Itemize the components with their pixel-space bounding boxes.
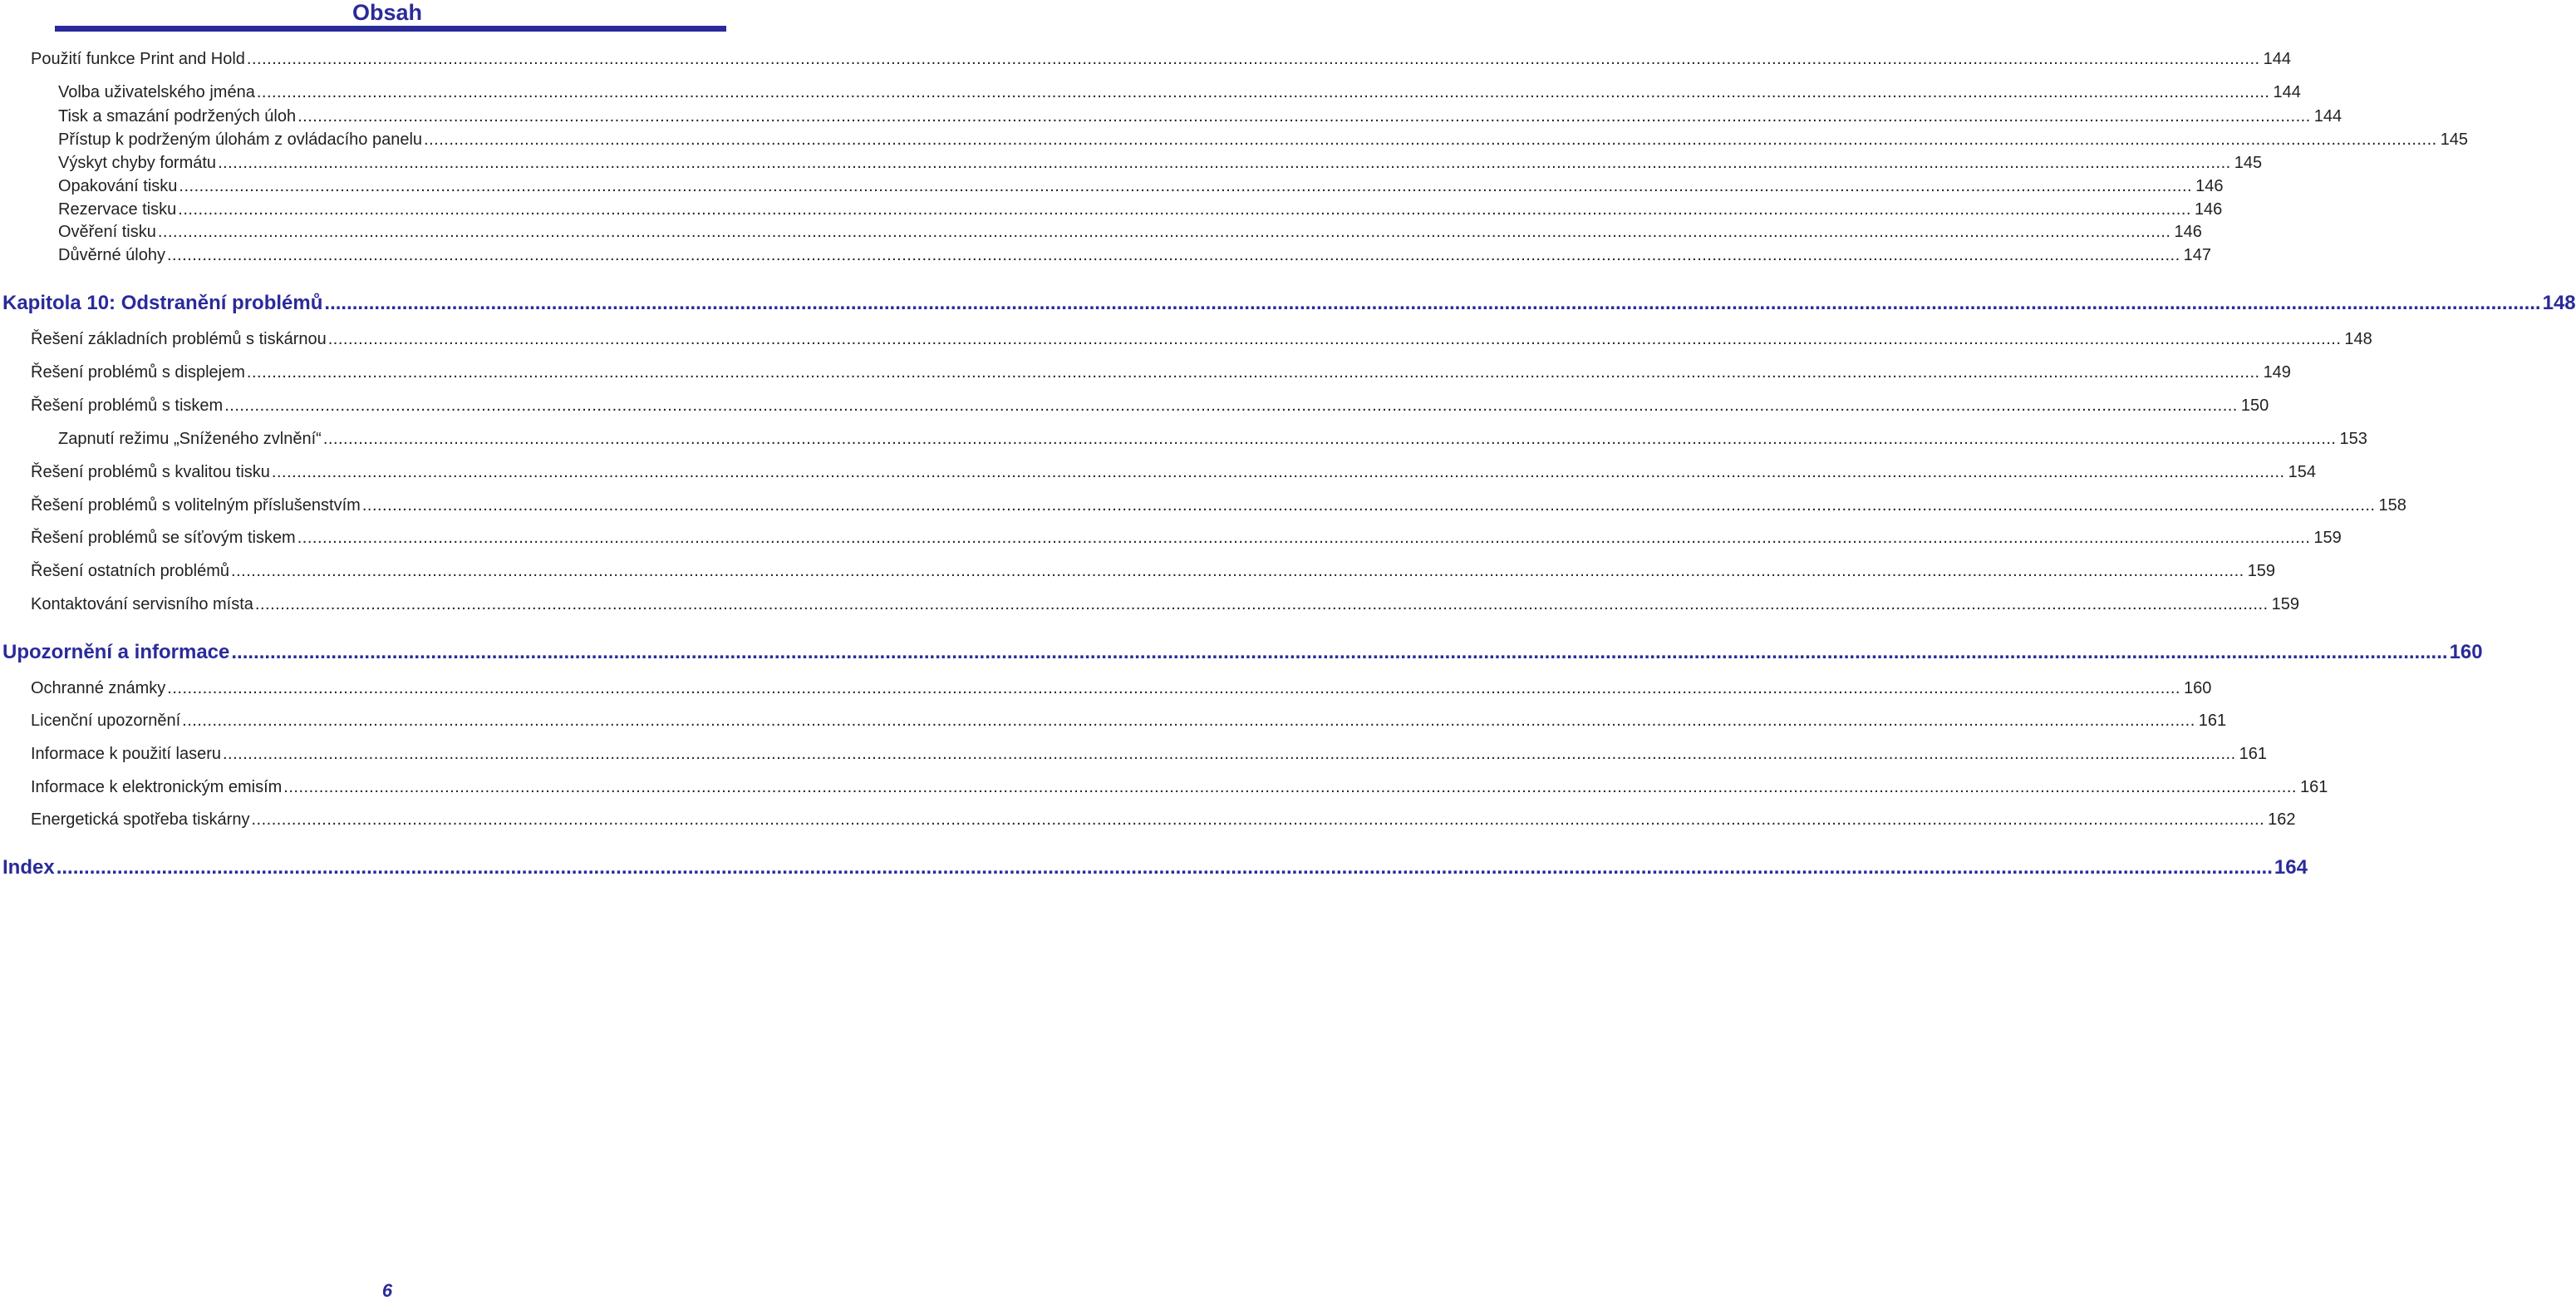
toc-dot-leader: ................................................................................................................................................................................................................................................................................................................................................................................................................ xyxy=(256,83,2270,101)
toc-dot-leader: ................................................................................................................................................................................................................................................................................................................................................................................................................ xyxy=(231,641,2448,663)
toc-entry-page: 148 xyxy=(2542,292,2576,314)
toc-dot-leader: ................................................................................................................................................................................................................................................................................................................................................................................................................ xyxy=(324,292,2541,314)
toc-entry-page: 145 xyxy=(2234,154,2263,172)
toc-entry-page: 144 xyxy=(2263,50,2291,68)
toc-entry-label: Rezervace tisku xyxy=(58,200,177,219)
toc-dot-leader: ................................................................................................................................................................................................................................................................................................................................................................................................................ xyxy=(166,246,2180,264)
toc-entry[interactable] xyxy=(31,329,2372,349)
toc-dot-leader: ................................................................................................................................................................................................................................................................................................................................................................................................................ xyxy=(246,363,2260,382)
toc-entry-page: 147 xyxy=(2183,246,2211,264)
toc-entry[interactable] xyxy=(58,106,2342,126)
toc-entry[interactable] xyxy=(31,561,2276,581)
toc-chapter-entry[interactable] xyxy=(2,641,2483,664)
toc-chapter-entry[interactable] xyxy=(2,292,2576,315)
toc-entry[interactable] xyxy=(58,429,2367,449)
toc-entry[interactable] xyxy=(31,396,2269,416)
toc-entry-page: 146 xyxy=(2174,223,2202,241)
toc-dot-leader: ................................................................................................................................................................................................................................................................................................................................................................................................................ xyxy=(251,810,2265,829)
toc-dot-leader: ................................................................................................................................................................................................................................................................................................................................................................................................................ xyxy=(178,200,2191,219)
toc-entry-label: Řešení problémů s kvalitou tisku xyxy=(31,463,270,481)
toc-dot-leader: ................................................................................................................................................................................................................................................................................................................................................................................................................ xyxy=(223,745,2236,763)
toc-entry-page: 161 xyxy=(2299,778,2328,796)
toc-entry-label: Volba uživatelského jména xyxy=(58,83,255,101)
toc-chapter-entry[interactable] xyxy=(2,856,2308,879)
toc-entry[interactable] xyxy=(31,528,2342,548)
toc-entry-page: 161 xyxy=(2239,745,2268,763)
toc-entry-label: Řešení základních problémů s tiskárnou xyxy=(31,330,327,348)
toc-entry-label: Opakování tisku xyxy=(58,177,178,195)
toc-entry-label: Důvěrné úlohy xyxy=(58,246,165,264)
toc-dot-leader: ................................................................................................................................................................................................................................................................................................................................................................................................................ xyxy=(361,496,2376,515)
toc-entry-page: 159 xyxy=(2247,562,2276,580)
toc-entry[interactable] xyxy=(58,222,2202,242)
toc-entry-page: 159 xyxy=(2271,595,2299,613)
toc-entry-label: Řešení problémů s displejem xyxy=(31,363,245,382)
toc-entry-label: Použití funkce Print and Hold xyxy=(31,50,245,68)
toc-dot-leader: ................................................................................................................................................................................................................................................................................................................................................................................................................ xyxy=(297,107,2311,126)
toc-entry[interactable] xyxy=(31,810,2296,830)
toc-entry-page: 162 xyxy=(2268,810,2296,829)
toc-dot-leader: ................................................................................................................................................................................................................................................................................................................................................................................................................ xyxy=(322,430,2337,448)
toc-entry-label: Zapnutí režimu „Sníženého zvlnění“ xyxy=(58,430,322,448)
toc-dot-leader: ................................................................................................................................................................................................................................................................................................................................................................................................................ xyxy=(271,463,2285,481)
toc-entry[interactable] xyxy=(31,594,2299,614)
toc-entry-page: 149 xyxy=(2263,363,2291,382)
toc-entry-page: 145 xyxy=(2440,131,2469,149)
toc-entry[interactable] xyxy=(31,777,2328,797)
toc-entry-label: Řešení problémů se síťovým tiskem xyxy=(31,529,296,547)
toc-dot-leader: ................................................................................................................................................................................................................................................................................................................................................................................................................ xyxy=(246,50,2260,68)
toc-entry-page: 146 xyxy=(2195,177,2224,195)
toc-entry-page: 160 xyxy=(2449,641,2483,663)
toc-dot-leader: ................................................................................................................................................................................................................................................................................................................................................................................................................ xyxy=(327,330,2342,348)
toc-dot-leader: ................................................................................................................................................................................................................................................................................................................................................................................................................ xyxy=(179,177,2193,195)
toc-entry-label: Ochranné známky xyxy=(31,679,166,697)
toc-entry[interactable] xyxy=(31,495,2406,515)
toc-dot-leader: ................................................................................................................................................................................................................................................................................................................................................................................................................ xyxy=(167,679,2180,697)
toc-dot-leader: ................................................................................................................................................................................................................................................................................................................................................................................................................ xyxy=(218,154,2231,172)
toc-entry-label: Energetická spotřeba tiskárny xyxy=(31,810,250,829)
toc-entry-page: 144 xyxy=(2273,83,2301,101)
toc-dot-leader: ................................................................................................................................................................................................................................................................................................................................................................................................................ xyxy=(254,595,2269,613)
toc-entry-page: 160 xyxy=(2183,679,2212,697)
toc-entry[interactable] xyxy=(31,711,2227,731)
toc-entry[interactable] xyxy=(58,82,2301,102)
toc-entry[interactable] xyxy=(58,176,2224,196)
page-title: Obsah xyxy=(351,0,423,25)
toc-entry-page: 158 xyxy=(2378,496,2406,515)
toc-entry[interactable] xyxy=(31,462,2316,482)
title-underline-bar xyxy=(55,26,726,32)
toc-entry-label: Výskyt chyby formátu xyxy=(58,154,217,172)
toc-entry-label: Licenční upozornění xyxy=(31,712,181,730)
toc-entry-label: Ověření tisku xyxy=(58,223,156,241)
toc-entry-label: Tisk a smazání podržených úloh xyxy=(58,107,297,126)
toc-entry[interactable] xyxy=(31,362,2291,382)
toc-entry-label: Informace k elektronickým emisím xyxy=(31,778,283,796)
toc-dot-leader: ................................................................................................................................................................................................................................................................................................................................................................................................................ xyxy=(224,396,2238,415)
toc-entry-label: Upozornění a informace xyxy=(2,641,230,663)
toc-entry[interactable] xyxy=(58,153,2263,173)
toc-entry[interactable] xyxy=(31,744,2268,764)
toc-dot-leader: ................................................................................................................................................................................................................................................................................................................................................................................................................ xyxy=(231,562,2244,580)
toc-entry-label: Index xyxy=(2,856,55,879)
toc-dot-leader: ................................................................................................................................................................................................................................................................................................................................................................................................................ xyxy=(157,223,2171,241)
toc-entry-label: Informace k použití laseru xyxy=(31,745,221,763)
toc-entry-label: Řešení problémů s tiskem xyxy=(31,396,224,415)
toc-dot-leader: ................................................................................................................................................................................................................................................................................................................................................................................................................ xyxy=(182,712,2195,730)
toc-entry-page: 153 xyxy=(2339,430,2367,448)
toc-entry-label: Kontaktování servisního místa xyxy=(31,595,253,613)
toc-dot-leader: ................................................................................................................................................................................................................................................................................................................................................................................................................ xyxy=(297,529,2311,547)
toc-entry-label: Kapitola 10: Odstranění problémů xyxy=(2,292,323,314)
toc-entry-page: 154 xyxy=(2288,463,2316,481)
toc-dot-leader: ................................................................................................................................................................................................................................................................................................................................................................................................................ xyxy=(424,131,2437,149)
page-number: 6 xyxy=(381,1280,393,1301)
toc-entry-page: 159 xyxy=(2313,529,2342,547)
toc-entry[interactable] xyxy=(31,49,2291,69)
toc-entry[interactable] xyxy=(58,130,2469,150)
toc-entry-page: 164 xyxy=(2274,856,2308,879)
toc-entry-label: Řešení ostatních problémů xyxy=(31,562,230,580)
toc-entry[interactable] xyxy=(58,245,2211,265)
toc-entry-page: 146 xyxy=(2194,200,2223,219)
toc-entry[interactable] xyxy=(31,678,2212,698)
toc-dot-leader: ................................................................................................................................................................................................................................................................................................................................................................................................................ xyxy=(56,856,2273,879)
toc-entry-page: 148 xyxy=(2344,330,2372,348)
toc-entry-label: Přístup k podrženým úlohám z ovládacího panelu xyxy=(58,131,423,149)
toc-dot-leader: ................................................................................................................................................................................................................................................................................................................................................................................................................ xyxy=(283,778,2297,796)
toc-entry-page: 144 xyxy=(2313,107,2342,126)
toc-entry-page: 150 xyxy=(2240,396,2269,415)
toc-entry-page: 161 xyxy=(2198,712,2227,730)
toc-entry[interactable] xyxy=(58,199,2223,219)
toc-entry-label: Řešení problémů s volitelným příslušenstvím xyxy=(31,496,361,515)
